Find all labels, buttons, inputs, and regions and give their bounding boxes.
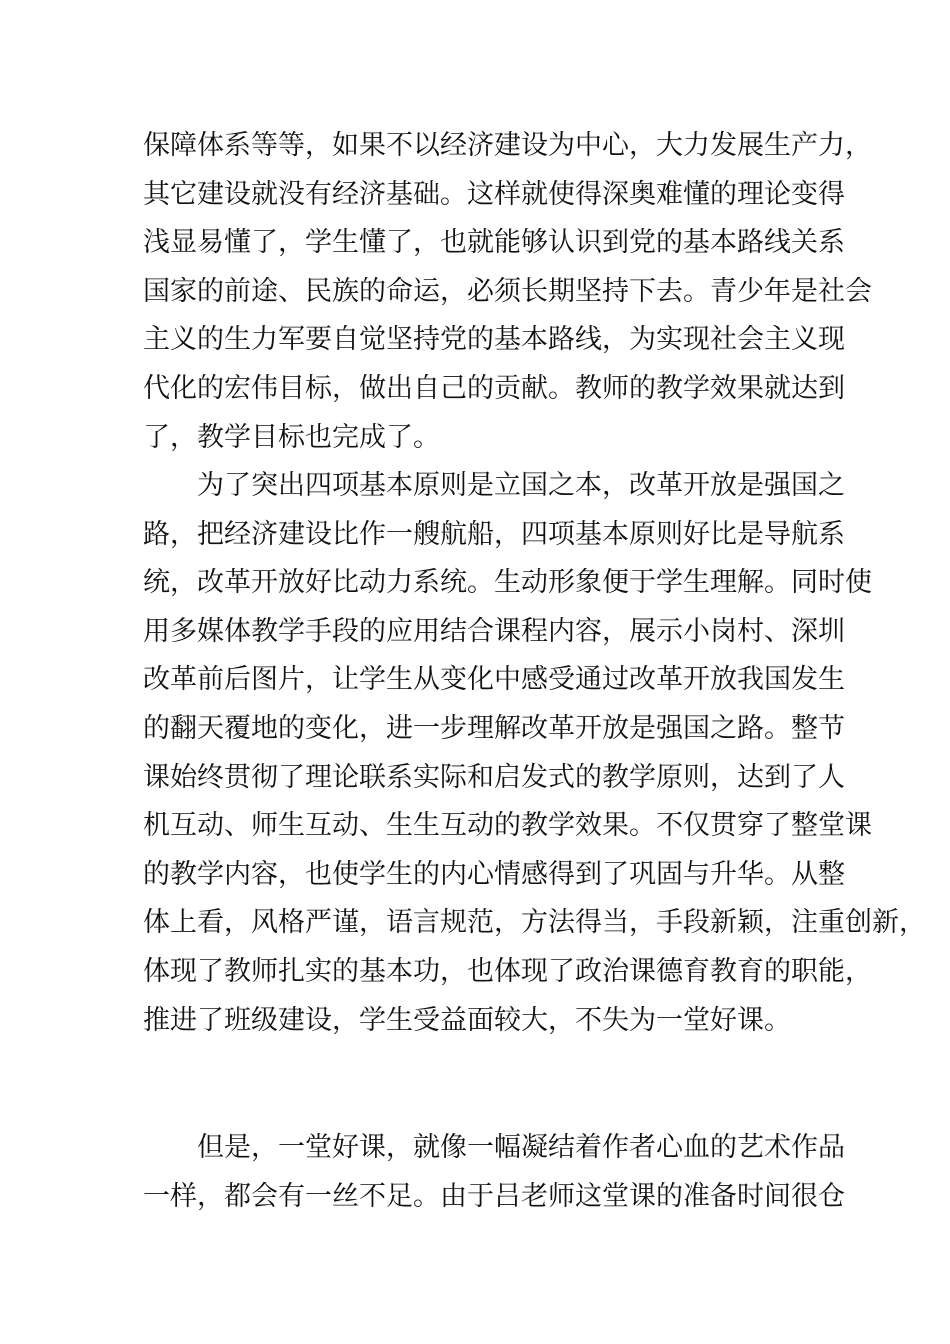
text-line: 为了突出四项基本原则是立国之本，改革开放是强国之	[197, 470, 845, 501]
text-line: 但是，一堂好课，就像一幅凝结着作者心血的艺术作品	[197, 1132, 845, 1163]
text-line: 国家的前途、民族的命运，必须长期坚持下去。青少年是社会	[143, 275, 872, 307]
text-line: 代化的宏伟目标，做出自己的贡献。教师的教学效果就达到	[143, 372, 845, 404]
text-line: 推进了班级建设，学生受益面较大，不失为一堂好课。	[143, 1004, 791, 1036]
text-line: 统，改革开放好比动力系统。生动形象便于学生理解。同时使	[143, 567, 872, 599]
text-line: 路，把经济建设比作一艘航船，四项基本原则好比是导航系	[143, 518, 845, 550]
text-line: 用多媒体教学手段的应用结合课程内容，展示小岗村、深圳	[143, 615, 845, 647]
text-line: 了，教学目标也完成了。	[143, 421, 440, 453]
paragraph-2	[143, 462, 926, 1045]
text-line: 体上看，风格严谨，语言规范，方法得当，手段新颖，注重创新，	[143, 907, 926, 939]
text-line: 体现了教师扎实的基本功，也体现了政治课德育教育的职能，	[143, 955, 872, 987]
text-line: 一样，都会有一丝不足。由于吕老师这堂课的准备时间很仓	[143, 1180, 845, 1212]
text-line: 的教学内容，也使学生的内心情感得到了巩固与升华。从整	[143, 858, 845, 890]
text-line: 保障体系等等，如果不以经济建设为中心，大力发展生产力，	[143, 130, 872, 161]
text-line: 主义的生力军要自觉坚持党的基本路线，为实现社会主义现	[143, 324, 845, 356]
paragraph-1	[143, 122, 872, 462]
text-line: 的翻天覆地的变化，进一步理解改革开放是强国之路。整节	[143, 712, 845, 744]
text-line: 改革前后图片，让学生从变化中感受通过改革开放我国发生	[143, 664, 845, 696]
text-line: 课始终贯彻了理论联系实际和启发式的教学原则，达到了人	[143, 761, 845, 793]
text-line: 机互动、师生互动、生生互动的教学效果。不仅贯穿了整堂课	[143, 810, 872, 842]
paragraph-3	[143, 1124, 845, 1221]
text-line: 浅显易懂了，学生懂了，也就能够认识到党的基本路线关系	[143, 227, 845, 259]
text-line: 其它建设就没有经济基础。这样就使得深奥难懂的理论变得	[143, 178, 845, 210]
